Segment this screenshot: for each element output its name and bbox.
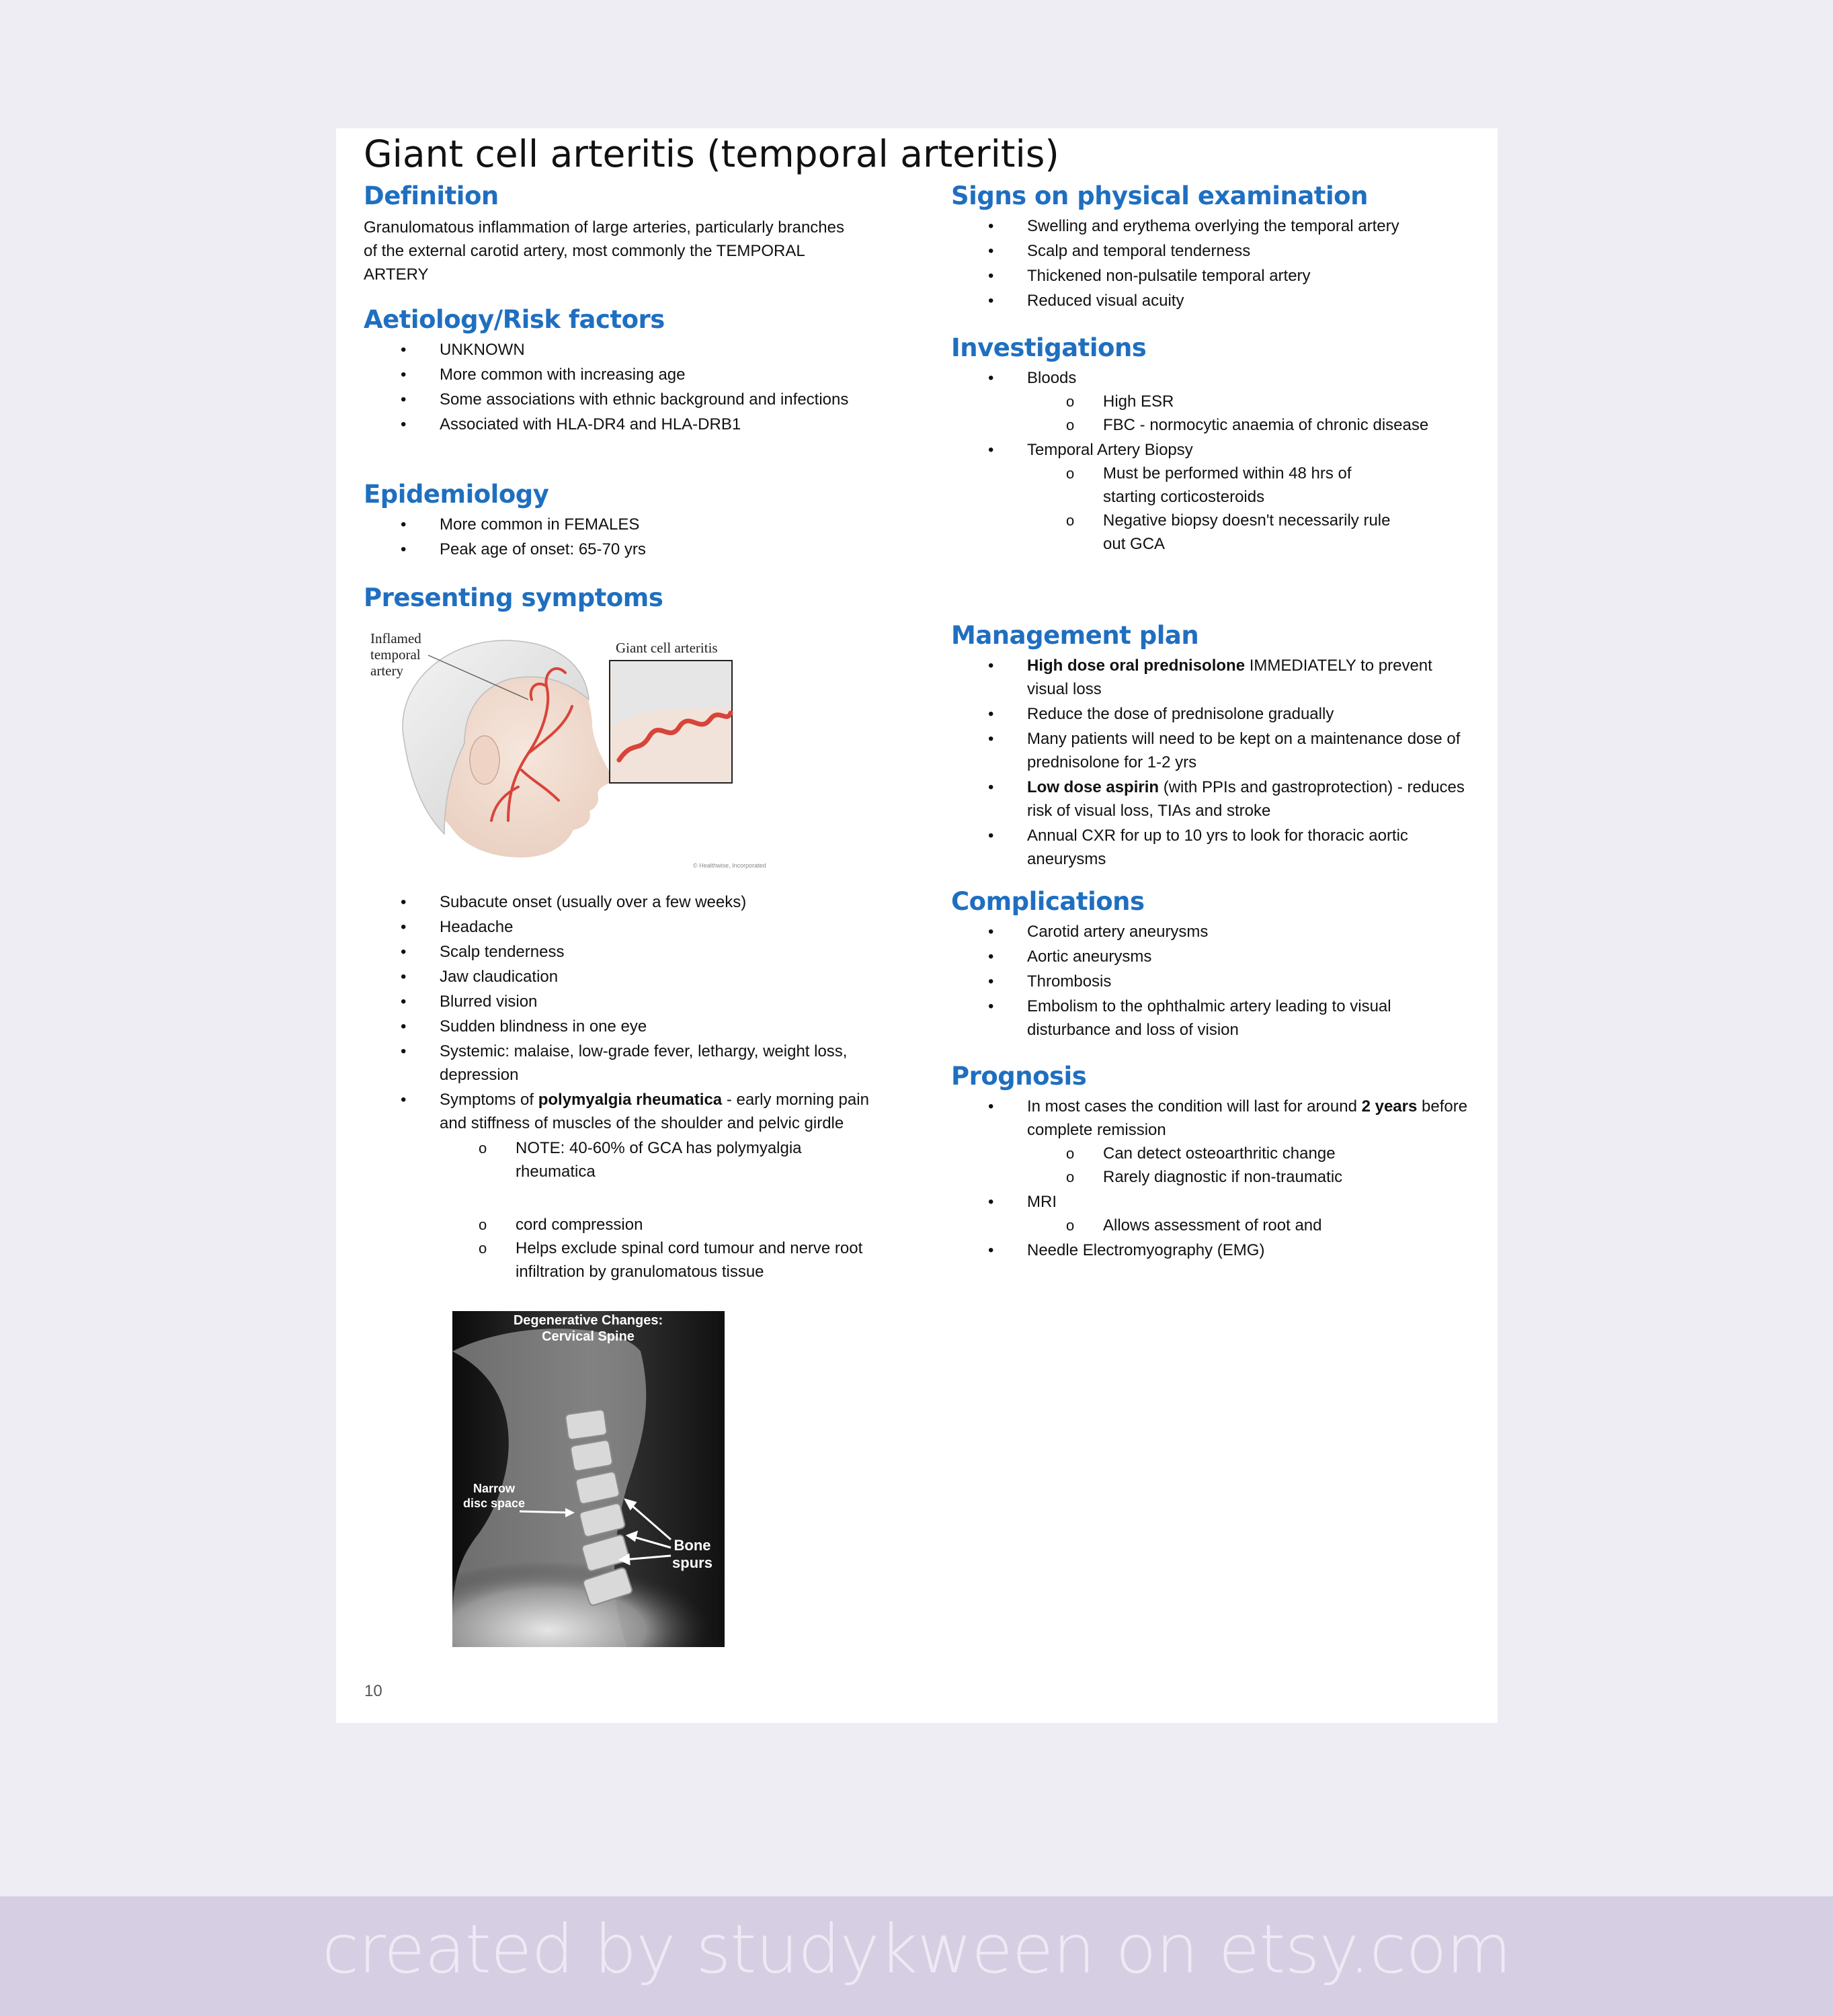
management-section bbox=[951, 620, 1475, 872]
aetiology-section bbox=[364, 304, 928, 437]
list-item: • Needle Electromyography (EMG) bbox=[951, 1238, 1475, 1262]
list-item bbox=[951, 1095, 1475, 1189]
signs-section bbox=[951, 181, 1475, 314]
list-item: • Associated with HLA-DR4 and HLA-DRB1 bbox=[364, 413, 874, 436]
bloods-label: Bloods bbox=[1027, 369, 1077, 387]
xray-arrow-narrow bbox=[520, 1511, 572, 1513]
list-item bbox=[951, 438, 1475, 556]
prognosis-list bbox=[951, 1095, 1475, 1262]
list-item: • Reduce the dose of prednisolone gradually bbox=[951, 702, 1475, 726]
list-item: • Peak age of onset: 65-70 yrs bbox=[364, 538, 928, 561]
prognosis-text-post: before complete remission bbox=[1027, 1097, 1468, 1139]
epidemiology-section bbox=[364, 479, 928, 562]
list-item: • Sudden blindness in one eye bbox=[364, 1015, 874, 1038]
definition-text: Granulomatous inflammation of large arteries, particularly branches of the external carotid artery, most commonly the TEMPORAL ARTERY bbox=[364, 218, 844, 284]
investigations-list bbox=[951, 366, 1475, 556]
management-text-4: (with PPIs and gastroprotection) - reduces risk of visual loss, TIAs and stroke bbox=[1027, 778, 1465, 820]
sub-list-item: o High ESR bbox=[1027, 390, 1475, 413]
presenting-heading: Presenting symptoms bbox=[364, 583, 663, 612]
footer-watermark: created by studykween on etsy.com bbox=[322, 1910, 1511, 1988]
sub-list-item: o cord compression bbox=[440, 1213, 874, 1236]
definition-section bbox=[364, 181, 928, 286]
sub-list-item: o Must be performed within 48 hrs of starting corticosteroids bbox=[1027, 462, 1403, 509]
xray-title-line1: Degenerative Changes: bbox=[513, 1313, 663, 1328]
presenting-symptoms-section bbox=[364, 583, 928, 614]
investigations-heading: Investigations bbox=[951, 333, 1147, 362]
sub-list-item: o Allows assessment of root and bbox=[1027, 1214, 1475, 1237]
management-bold-4: Low dose aspirin bbox=[1027, 778, 1159, 796]
sub-list-item: o Can detect osteoarthritic change bbox=[1027, 1142, 1475, 1165]
xray-title-line2: Cervical Spine bbox=[542, 1329, 635, 1344]
management-list bbox=[951, 654, 1475, 871]
xray-label-bone-1: Bone bbox=[674, 1537, 711, 1554]
definition-heading: Definition bbox=[364, 181, 499, 210]
aetiology-heading: Aetiology/Risk factors bbox=[364, 305, 665, 334]
pmr-sublist bbox=[440, 1136, 874, 1183]
management-heading: Management plan bbox=[951, 621, 1199, 650]
list-item: • Carotid artery aneurysms bbox=[951, 920, 1475, 943]
aetiology-list bbox=[364, 338, 874, 436]
prognosis-text-bold: 2 years bbox=[1361, 1097, 1418, 1116]
complications-section bbox=[951, 886, 1475, 1043]
inflamed-label-3: artery bbox=[370, 663, 403, 679]
list-item: • Headache bbox=[364, 915, 874, 939]
prognosis-section bbox=[951, 1061, 1475, 1263]
mri-sublist bbox=[1027, 1214, 1475, 1237]
inset-label: Giant cell arteritis bbox=[616, 640, 718, 656]
pmr-text-pre: Symptoms of bbox=[440, 1091, 538, 1109]
bloods-sublist bbox=[1027, 390, 1475, 437]
sub-list-item: o FBC - normocytic anaemia of chronic disease bbox=[1027, 413, 1475, 437]
list-item: • Thrombosis bbox=[951, 970, 1475, 993]
presenting-symptoms-list-wrap bbox=[364, 888, 928, 1285]
management-text-1: IMMEDIATELY to prevent visual loss bbox=[1027, 657, 1432, 698]
list-item bbox=[951, 654, 1475, 701]
xray-label-narrow-2: disc space bbox=[462, 1497, 526, 1510]
pmr-text-post: - early morning pain and stiffness of muscles of the shoulder and pelvic girdle bbox=[440, 1091, 869, 1132]
list-item-pmr bbox=[364, 1088, 874, 1284]
footer-band bbox=[0, 1896, 1833, 2016]
sub-list-item: o Helps exclude spinal cord tumour and nerve root infiltration by granulomatous tissue bbox=[440, 1236, 874, 1284]
list-item: • Scalp and temporal tenderness bbox=[951, 239, 1475, 263]
list-item: • Systemic: malaise, low-grade fever, lethargy, weight loss, depression bbox=[364, 1040, 874, 1087]
signs-heading: Signs on physical examination bbox=[951, 181, 1368, 210]
investigations-section bbox=[951, 333, 1475, 557]
mri-label: MRI bbox=[1027, 1193, 1057, 1211]
inflamed-label-2: temporal bbox=[370, 646, 421, 663]
list-item: • Embolism to the ophthalmic artery leading to visual disturbance and loss of vision bbox=[951, 995, 1475, 1042]
prognosis-sublist bbox=[1027, 1142, 1475, 1189]
list-item bbox=[951, 775, 1475, 823]
list-item: • UNKNOWN bbox=[364, 338, 874, 362]
list-item: • Blurred vision bbox=[364, 990, 874, 1013]
list-item: • Annual CXR for up to 10 yrs to look for thoracic aortic aneurysms bbox=[951, 824, 1475, 871]
pmr-text-bold: polymyalgia rheumatica bbox=[538, 1091, 723, 1109]
management-bold-1: High dose oral prednisolone bbox=[1027, 657, 1246, 675]
signs-list bbox=[951, 214, 1475, 312]
list-item: • Aortic aneurysms bbox=[951, 945, 1475, 968]
biopsy-sublist bbox=[1027, 462, 1403, 556]
prognosis-text-pre: In most cases the condition will last for around bbox=[1027, 1097, 1362, 1116]
inflamed-label-1: Inflamed bbox=[370, 630, 421, 646]
ear-shape bbox=[470, 736, 499, 784]
complications-heading: Complications bbox=[951, 887, 1145, 916]
sub-list-item: o Negative biopsy doesn't necessarily rule out GCA bbox=[1027, 509, 1403, 556]
epidemiology-list bbox=[364, 513, 928, 561]
list-item: • More common with increasing age bbox=[364, 363, 874, 386]
cervical-spine-xray bbox=[452, 1311, 725, 1647]
list-item: • Subacute onset (usually over a few weeks) bbox=[364, 890, 874, 914]
pmr-sublist-2 bbox=[440, 1213, 874, 1284]
xray-label-bone-2: spurs bbox=[672, 1554, 712, 1571]
temporal-artery-illustration bbox=[364, 626, 766, 874]
list-item: • Some associations with ethnic background and infections bbox=[364, 388, 874, 411]
document-page bbox=[336, 128, 1498, 1723]
sub-list-item: o NOTE: 40-60% of GCA has polymyalgia rheumatica bbox=[440, 1136, 874, 1183]
list-item: • Jaw claudication bbox=[364, 965, 874, 989]
list-item bbox=[951, 366, 1475, 437]
figure-credit: © Healthwise, Incorporated bbox=[693, 862, 766, 869]
presenting-symptoms-list bbox=[364, 890, 874, 1284]
biopsy-label: Temporal Artery Biopsy bbox=[1027, 441, 1193, 459]
list-item: • Reduced visual acuity bbox=[951, 289, 1475, 312]
list-item: • Thickened non-pulsatile temporal artery bbox=[951, 264, 1475, 288]
complications-list bbox=[951, 920, 1475, 1042]
list-item bbox=[951, 1190, 1475, 1237]
list-item: • Many patients will need to be kept on a maintenance dose of prednisolone for 1-2 yrs bbox=[951, 727, 1475, 774]
list-item: • More common in FEMALES bbox=[364, 513, 928, 536]
prognosis-heading: Prognosis bbox=[951, 1062, 1087, 1091]
epidemiology-heading: Epidemiology bbox=[364, 480, 549, 509]
page-title: Giant cell arteritis (temporal arteritis) bbox=[364, 132, 1059, 175]
list-item: • Swelling and erythema overlying the temporal artery bbox=[951, 214, 1475, 238]
sub-list-item: o Rarely diagnostic if non-traumatic bbox=[1027, 1165, 1475, 1189]
page-number: 10 bbox=[364, 1682, 382, 1700]
xray-label-narrow-1: Narrow bbox=[473, 1482, 516, 1495]
list-item: • Scalp tenderness bbox=[364, 940, 874, 964]
